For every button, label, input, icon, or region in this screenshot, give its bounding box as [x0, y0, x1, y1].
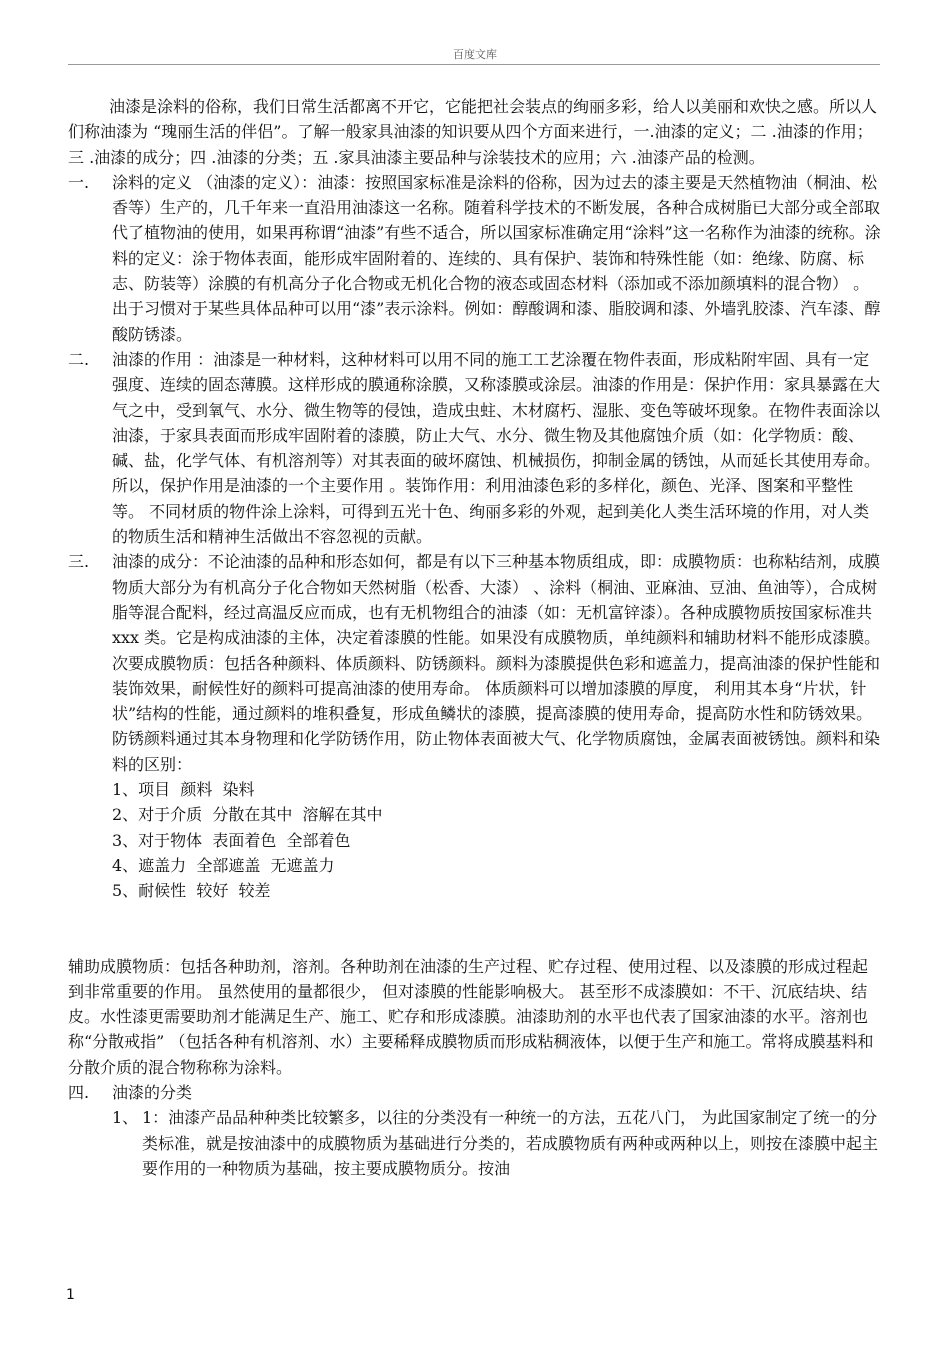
section-number: 四. — [68, 1082, 90, 1102]
section-classification — [68, 1080, 883, 1105]
section-number: 一. — [68, 172, 90, 192]
section-text: 涂料的定义 （油漆的定义）：油漆：按照国家标准是涂料的俗称，因为过去的漆主要是天然植物油（桐油、松香等）生产的，几千年来一直沿用油漆这一名称。随着科学技术的不断发展，各种合成树脂已大部分或全部取代了植物油的使用，如果再称谓“油漆”有些不适合，所以国家标准确定用“涂料”这一名称作为油漆的统称。涂料的定义：涂于物体表面，能形成牢固附着的、连续的、具有保护、装饰和特殊性能（如：绝缘、防腐、标志、防装等）涂膜的有机高分子化合物或无机化合物的液态或固态材料（添加或不添加颜填料的混合物） 。出于习惯对于某些具体品种可以用“漆”表示涂料。例如：醇酸调和漆、脂胶调和漆、外墙乳胶漆、汽车漆、醇酸防锈漆。 — [112, 172, 881, 344]
spacer — [68, 904, 883, 954]
document-body — [68, 94, 883, 1181]
page-number: 1 — [66, 1287, 75, 1303]
item-number: 1、 — [112, 1108, 139, 1128]
list-item: 3、对于物体 表面着色 全部着色 — [112, 830, 351, 850]
classification-item — [68, 1105, 883, 1181]
section-number: 二. — [68, 349, 90, 369]
section-text: 油漆的作用 ：油漆是一种材料，这种材料可以用不同的施工工艺涂覆在物件表面，形成粘附牢固、具有一定强度、连续的固态薄膜。这样形成的膜通称涂膜，又称漆膜或涂层。油漆的作用是：保护作用：家具暴露在大气之中，受到氧气、水分、微生物等的侵蚀，造成虫蛀、木材腐朽、湿胀、变色等破坏现象。在物件表面涂以油漆，于家具表面而形成牢固附着的漆膜，防止大气、水分、微生物及其他腐蚀介质（如：化学物质：酸、碱、盐，化学气体、有机溶剂等）对其表面的破坏腐蚀、机械损伤，抑制金属的锈蚀，从而延长其使用寿命。所以，保护作用是油漆的一个主要作用 。装饰作用：利用油漆色彩的多样化，颜色、光泽、图案和平整性等。 不同材质的物件涂上涂料，可得到五光十色、绚丽多彩的外观，起到美化人类生活环境的作用，对人类的物质生活和精神生活做出不容忽视的贡献。 — [112, 349, 881, 547]
section-title: 油漆的分类 — [112, 1082, 193, 1102]
list-item: 1、项目 颜料 染料 — [112, 780, 255, 800]
intro-paragraph: 油漆是涂料的俗称，我们日常生活都离不开它，它能把社会装点的绚丽多彩，给人以美丽和欢快之感。所以人们称油漆为 “瑰丽生活的伴侣”。了解一般家具油漆的知识要从四个方面来进行，一.油漆的定义；二 .油漆的作用；三 .油漆的成分；四 .油漆的分类；五 .家具油漆主要品种与涂装技术的应用；六 .油漆产品的检测。 — [68, 97, 878, 167]
pigment-dye-comparison-list — [68, 777, 883, 903]
section-definition — [68, 170, 883, 347]
page-header: 百度文库 — [453, 48, 497, 61]
auxiliary-materials-paragraph: 辅助成膜物质：包括各种助剂，溶剂。各种助剂在油漆的生产过程、贮存过程、使用过程、以及漆膜的形成过程起到非常重要的作用。 虽然使用的量都很少， 但对漆膜的性能影响极大。 甚至形不成漆膜如：不干、沉底结块、结皮。水性漆更需要助剂才能满足生产、施工、贮存和形成漆膜。油漆助剂的水平也代表了国家油漆的水平。溶剂也称“分散戒指” （包括各种有机溶剂、水）主要稀释成膜物质而形成粘稠液体，以便于生产和施工。常将成膜基料和分散介质的混合物称称为涂料。 — [68, 956, 874, 1077]
list-item: 4、遮盖力 全部遮盖 无遮盖力 — [112, 855, 335, 875]
section-function — [68, 347, 883, 549]
list-item: 2、对于介质 分散在其中 溶解在其中 — [112, 805, 383, 825]
section-number: 三. — [68, 552, 90, 572]
list-item: 5、耐候性 较好 较差 — [112, 881, 271, 901]
section-composition — [68, 549, 883, 777]
item-text: 1：油漆产品品种种类比较繁多，以往的分类没有一种统一的方法，五花八门， 为此国家制定了统一的分类标准，就是按油漆中的成膜物质为基础进行分类的，若成膜物质有两种或两种以上，则按在漆膜中起主要作用的一种物质为基础，按主要成膜物质分。按油 — [142, 1108, 879, 1178]
section-text: 油漆的成分：不论油漆的品种和形态如何，都是有以下三种基本物质组成，即：成膜物质：也称粘结剂，成膜物质大部分为有机高分子化合物如天然树脂（松香、大漆） 、涂料（桐油、亚麻油、豆油、鱼油等），合成树脂等混合配料，经过高温反应而成，也有无机物组合的油漆（如：无机富锌漆）。各种成膜物质按国家标准共 xxx 类。它是构成油漆的主体，决定着漆膜的性能。如果没有成膜物质，单纯颜料和辅助材料不能形成漆膜。次要成膜物质：包括各种颜料、体质颜料、防锈颜料。颜料为漆膜提供色彩和遮盖力，提高油漆的保护性能和装饰效果，耐候性好的颜料可提高油漆的使用寿命。 体质颜料可以增加漆膜的厚度， 利用其本身“片状，针状”结构的性能，通过颜料的堆积叠复，形成鱼鳞状的漆膜，提高漆膜的使用寿命，提高防水性和防锈效果。防锈颜料通过其本身物理和化学防锈作用，防止物体表面被大气、化学物质腐蚀，金属表面被锈蚀。颜料和染料的区别： — [112, 552, 881, 774]
header-rule — [68, 64, 880, 65]
